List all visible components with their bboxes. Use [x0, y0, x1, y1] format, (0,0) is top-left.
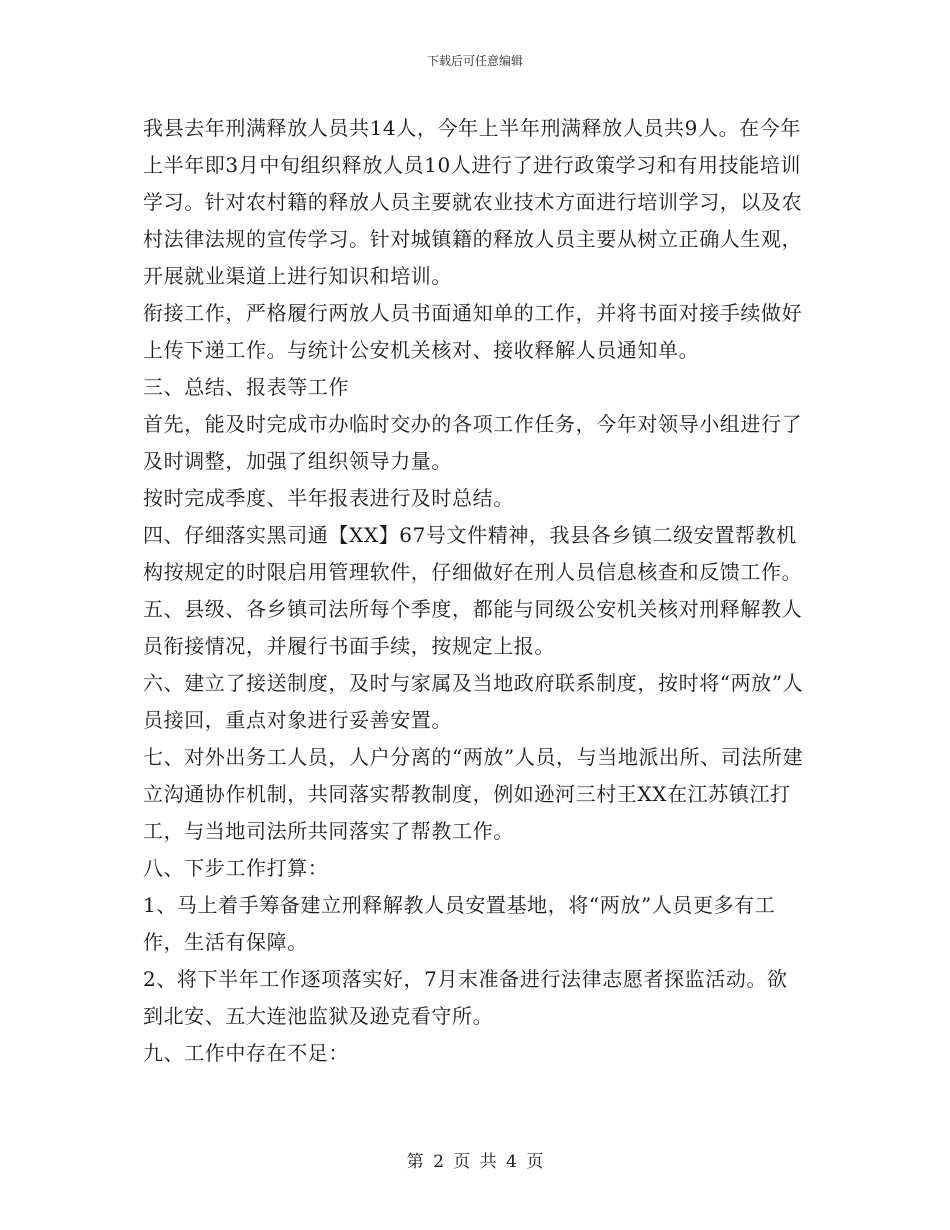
paragraph-release-statistics: 我县去年刑满释放人员共14人，今年上半年刑满释放人员共9人。在今年上半年即3月中旬组织释放人员10人进行了进行政策学习和有用技能培训学习。针对农村籍的释放人员主要就农业技术方面进行培训学习，以及农村法律法规的宣传学习。针对城镇籍的释放人员主要从树立正确人生观，开展就业渠道上进行知识和培训。: [143, 116, 803, 288]
paragraph-section-five: 五、县级、各乡镇司法所每个季度，都能与同级公安机关核对刑释解教人员衔接情况，并履行书面手续，按规定上报。: [143, 597, 803, 658]
list-item-plan-1: 1、马上着手筹备建立刑释解教人员安置基地，将“两放”人员更多有工作，生活有保障。: [143, 893, 776, 954]
list-item-plan-2: 2、将下半年工作逐项落实好，7月末准备进行法律志愿者探监活动。欲到北安、五大连池监狱及逊克看守所。: [143, 967, 788, 1028]
page-number-footer: 第 2 页 共 4 页: [406, 1152, 544, 1172]
paragraph-temporary-tasks: 首先，能及时完成市办临时交办的各项工作任务，今年对领导小组进行了及时调整，加强了组织领导力量。: [143, 412, 803, 473]
heading-section-three: 三、总结、报表等工作: [143, 375, 349, 399]
paragraph-handover-work: 衔接工作，严格履行两放人员书面通知单的工作，并将书面对接手续做好上传下递工作。与统计公安机关核对、接收释解人员通知单。: [143, 301, 803, 362]
paragraph-report-summary: 按时完成季度、半年报表进行及时总结。: [143, 486, 514, 510]
page-header: 下载后可任意编辑: [426, 54, 523, 68]
paragraph-section-seven: 七、对外出务工人员，人户分离的“两放”人员，与当地派出所、司法所建立沟通协作机制，共同落实帮教制度，例如逊河三村王XX在江苏镇江打工，与当地司法所共同落实了帮教工作。: [143, 745, 804, 843]
heading-section-eight: 八、下步工作打算：: [143, 856, 329, 880]
heading-section-nine: 九、工作中存在不足：: [143, 1041, 349, 1065]
document-body: [143, 110, 808, 1072]
paragraph-section-six: 六、建立了接送制度，及时与家属及当地政府联系制度，按时将“两放”人员接回，重点对象进行妥善安置。: [143, 671, 804, 732]
paragraph-section-four: 四、仔细落实黑司通【XX】67号文件精神，我县各乡镇二级安置帮教机构按规定的时限启用管理软件，仔细做好在刑人员信息核查和反馈工作。: [143, 523, 803, 584]
